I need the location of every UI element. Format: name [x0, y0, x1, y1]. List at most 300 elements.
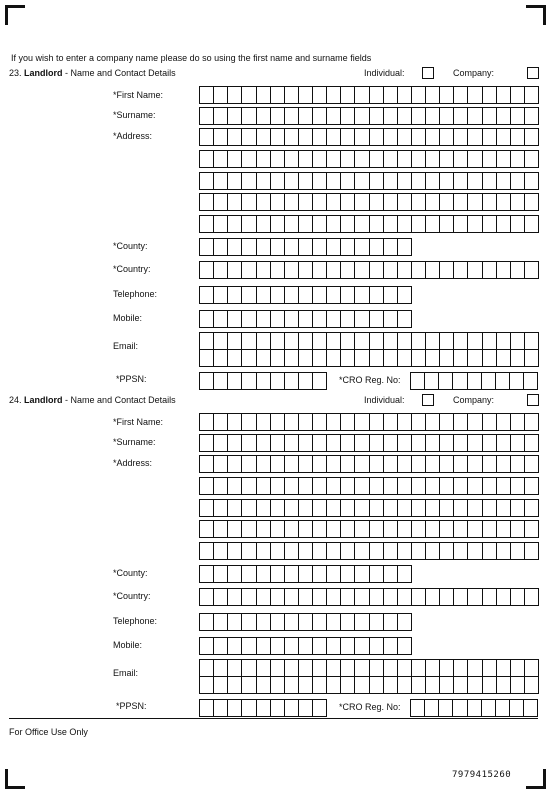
char-cell: [341, 216, 355, 232]
individual-checkbox[interactable]: [422, 67, 434, 79]
char-cell: [313, 239, 327, 255]
char-cell: [468, 262, 482, 278]
char-cell: [497, 194, 511, 210]
address-line-5-field[interactable]: [199, 542, 539, 560]
char-cell: [299, 478, 313, 494]
char-cell: [426, 333, 440, 349]
address-line-1-field[interactable]: [199, 455, 539, 473]
char-cell: [440, 543, 454, 559]
char-cell: [257, 194, 271, 210]
char-cell: [355, 216, 369, 232]
char-cell: [525, 456, 539, 472]
char-cell: [285, 173, 299, 189]
company-checkbox[interactable]: [527, 394, 539, 406]
cro-reg-no-field[interactable]: [410, 372, 538, 390]
char-cell: [440, 589, 454, 605]
char-cell: [285, 700, 299, 716]
char-cell: [299, 239, 313, 255]
char-cell: [228, 333, 242, 349]
section-23-title: [9, 68, 176, 79]
char-cell: [200, 414, 214, 430]
ppsn-field[interactable]: [199, 699, 327, 717]
char-cell: [497, 333, 511, 349]
char-cell: [454, 456, 468, 472]
char-cell: [454, 435, 468, 451]
char-cell: [228, 173, 242, 189]
country-field[interactable]: [199, 261, 539, 279]
char-cell: [228, 566, 242, 582]
char-cell: [228, 521, 242, 537]
char-cell: [496, 373, 510, 389]
char-cell: [285, 216, 299, 232]
char-cell: [440, 151, 454, 167]
char-cell: [327, 216, 341, 232]
char-cell: [468, 350, 482, 366]
address-line-2-field[interactable]: [199, 150, 539, 168]
char-cell: [440, 500, 454, 516]
char-cell: [384, 129, 398, 145]
divider-line: [9, 718, 538, 719]
first-name-field[interactable]: [199, 413, 539, 431]
char-cell: [398, 614, 412, 630]
char-cell: [511, 173, 525, 189]
char-cell: [384, 521, 398, 537]
char-cell: [483, 478, 497, 494]
char-cell: [384, 311, 398, 327]
char-cell: [327, 435, 341, 451]
char-cell: [370, 435, 384, 451]
char-cell: [483, 350, 497, 366]
char-cell: [511, 677, 525, 693]
email-line-1-field[interactable]: [199, 659, 539, 677]
char-cell: [214, 614, 228, 630]
char-cell: [370, 456, 384, 472]
char-cell: [468, 589, 482, 605]
mobile-field[interactable]: [199, 637, 412, 655]
char-cell: [341, 478, 355, 494]
char-cell: [525, 350, 539, 366]
char-cell: [426, 414, 440, 430]
char-cell: [299, 700, 313, 716]
char-cell: [384, 478, 398, 494]
char-cell: [299, 129, 313, 145]
char-cell: [412, 478, 426, 494]
char-cell: [214, 194, 228, 210]
char-cell: [355, 638, 369, 654]
char-cell: [214, 660, 228, 676]
char-cell: [228, 129, 242, 145]
char-cell: [497, 173, 511, 189]
char-cell: [299, 87, 313, 103]
char-cell: [370, 543, 384, 559]
char-cell: [370, 129, 384, 145]
char-cell: [370, 151, 384, 167]
char-cell: [271, 566, 285, 582]
char-cell: [271, 216, 285, 232]
email-label: Email:: [113, 668, 139, 678]
section-number: 23.: [9, 68, 22, 78]
char-cell: [228, 216, 242, 232]
char-cell: [439, 373, 453, 389]
address-line-3-field[interactable]: [199, 499, 539, 517]
char-cell: [384, 456, 398, 472]
char-cell: [468, 478, 482, 494]
char-cell: [200, 614, 214, 630]
char-cell: [511, 262, 525, 278]
char-cell: [412, 521, 426, 537]
char-cell: [327, 638, 341, 654]
char-cell: [214, 108, 228, 124]
char-cell: [483, 589, 497, 605]
char-cell: [313, 660, 327, 676]
char-cell: [398, 173, 412, 189]
char-cell: [384, 414, 398, 430]
char-cell: [285, 239, 299, 255]
char-cell: [271, 287, 285, 303]
char-cell: [214, 239, 228, 255]
country-label: *Country:: [113, 264, 151, 274]
char-cell: [370, 216, 384, 232]
char-cell: [370, 108, 384, 124]
char-cell: [257, 173, 271, 189]
char-cell: [242, 311, 256, 327]
telephone-field[interactable]: [199, 613, 412, 631]
char-cell: [511, 478, 525, 494]
char-cell: [384, 677, 398, 693]
county-field[interactable]: [199, 565, 412, 583]
char-cell: [412, 543, 426, 559]
char-cell: [511, 500, 525, 516]
char-cell: [483, 456, 497, 472]
char-cell: [327, 262, 341, 278]
first-name-field[interactable]: [199, 86, 539, 104]
char-cell: [299, 108, 313, 124]
char-cell: [313, 614, 327, 630]
char-cell: [525, 87, 539, 103]
char-cell: [370, 566, 384, 582]
company-label: Company:: [453, 395, 495, 405]
char-cell: [271, 194, 285, 210]
char-cell: [327, 589, 341, 605]
char-cell: [511, 660, 525, 676]
char-cell: [454, 333, 468, 349]
char-cell: [214, 333, 228, 349]
char-cell: [398, 435, 412, 451]
char-cell: [384, 435, 398, 451]
char-cell: [313, 414, 327, 430]
char-cell: [398, 333, 412, 349]
surname-field[interactable]: [199, 107, 539, 125]
char-cell: [242, 589, 256, 605]
char-cell: [228, 350, 242, 366]
char-cell: [468, 414, 482, 430]
char-cell: [299, 500, 313, 516]
address-label: *Address:: [113, 458, 153, 468]
char-cell: [483, 151, 497, 167]
char-cell: [257, 700, 271, 716]
char-cell: [398, 239, 412, 255]
char-cell: [313, 677, 327, 693]
char-cell: [257, 262, 271, 278]
char-cell: [242, 239, 256, 255]
char-cell: [242, 87, 256, 103]
char-cell: [412, 129, 426, 145]
char-cell: [299, 311, 313, 327]
char-cell: [200, 311, 214, 327]
char-cell: [511, 216, 525, 232]
char-cell: [412, 456, 426, 472]
char-cell: [214, 151, 228, 167]
char-cell: [384, 589, 398, 605]
country-field[interactable]: [199, 588, 539, 606]
char-cell: [271, 129, 285, 145]
char-cell: [412, 350, 426, 366]
char-cell: [327, 87, 341, 103]
address-line-2-field[interactable]: [199, 477, 539, 495]
email-line-2-field[interactable]: [199, 349, 539, 367]
char-cell: [341, 262, 355, 278]
mobile-label: Mobile:: [113, 313, 143, 323]
char-cell: [370, 173, 384, 189]
char-cell: [214, 129, 228, 145]
char-cell: [341, 660, 355, 676]
char-cell: [257, 239, 271, 255]
char-cell: [299, 543, 313, 559]
char-cell: [285, 350, 299, 366]
char-cell: [341, 638, 355, 654]
char-cell: [355, 414, 369, 430]
char-cell: [341, 194, 355, 210]
char-cell: [200, 216, 214, 232]
char-cell: [313, 173, 327, 189]
char-cell: [497, 521, 511, 537]
char-cell: [412, 333, 426, 349]
address-line-4-field[interactable]: [199, 193, 539, 211]
char-cell: [299, 677, 313, 693]
char-cell: [398, 262, 412, 278]
char-cell: [313, 589, 327, 605]
char-cell: [214, 543, 228, 559]
char-cell: [214, 638, 228, 654]
char-cell: [398, 287, 412, 303]
address-line-1-field[interactable]: [199, 128, 539, 146]
char-cell: [468, 456, 482, 472]
char-cell: [525, 173, 539, 189]
email-line-2-field[interactable]: [199, 676, 539, 694]
char-cell: [454, 521, 468, 537]
char-cell: [271, 173, 285, 189]
char-cell: [242, 414, 256, 430]
section-24-title: [9, 395, 176, 406]
char-cell: [370, 614, 384, 630]
char-cell: [242, 194, 256, 210]
char-cell: [327, 108, 341, 124]
char-cell: [370, 500, 384, 516]
surname-field[interactable]: [199, 434, 539, 452]
char-cell: [412, 500, 426, 516]
char-cell: [426, 350, 440, 366]
address-line-5-field[interactable]: [199, 215, 539, 233]
char-cell: [483, 108, 497, 124]
char-cell: [285, 435, 299, 451]
char-cell: [200, 151, 214, 167]
char-cell: [313, 543, 327, 559]
char-cell: [200, 435, 214, 451]
char-cell: [214, 350, 228, 366]
char-cell: [242, 333, 256, 349]
char-cell: [242, 173, 256, 189]
address-line-4-field[interactable]: [199, 520, 539, 538]
char-cell: [257, 350, 271, 366]
county-field[interactable]: [199, 238, 412, 256]
char-cell: [327, 151, 341, 167]
char-cell: [370, 194, 384, 210]
char-cell: [355, 500, 369, 516]
individual-checkbox[interactable]: [422, 394, 434, 406]
char-cell: [454, 478, 468, 494]
char-cell: [257, 287, 271, 303]
county-label: *County:: [113, 241, 148, 251]
char-cell: [511, 414, 525, 430]
char-cell: [257, 660, 271, 676]
char-cell: [426, 216, 440, 232]
char-cell: [271, 478, 285, 494]
char-cell: [313, 373, 327, 389]
char-cell: [299, 287, 313, 303]
email-line-1-field[interactable]: [199, 332, 539, 350]
char-cell: [200, 589, 214, 605]
char-cell: [370, 677, 384, 693]
char-cell: [327, 543, 341, 559]
char-cell: [341, 589, 355, 605]
char-cell: [327, 566, 341, 582]
char-cell: [285, 333, 299, 349]
char-cell: [214, 566, 228, 582]
char-cell: [200, 87, 214, 103]
char-cell: [468, 333, 482, 349]
corner-mark-top-right: [526, 5, 546, 25]
char-cell: [285, 456, 299, 472]
telephone-label: Telephone:: [113, 616, 158, 626]
char-cell: [482, 700, 496, 716]
char-cell: [525, 478, 539, 494]
char-cell: [257, 589, 271, 605]
char-cell: [313, 333, 327, 349]
telephone-label: Telephone:: [113, 289, 158, 299]
char-cell: [257, 677, 271, 693]
country-label: *Country:: [113, 591, 151, 601]
char-cell: [468, 700, 482, 716]
char-cell: [497, 87, 511, 103]
mobile-field[interactable]: [199, 310, 412, 328]
char-cell: [497, 478, 511, 494]
char-cell: [426, 500, 440, 516]
address-line-3-field[interactable]: [199, 172, 539, 190]
company-label: Company:: [453, 68, 495, 78]
char-cell: [200, 287, 214, 303]
char-cell: [228, 478, 242, 494]
char-cell: [384, 239, 398, 255]
char-cell: [242, 373, 256, 389]
char-cell: [341, 435, 355, 451]
char-cell: [454, 543, 468, 559]
char-cell: [398, 350, 412, 366]
char-cell: [313, 194, 327, 210]
char-cell: [525, 414, 539, 430]
char-cell: [228, 456, 242, 472]
char-cell: [511, 543, 525, 559]
char-cell: [285, 521, 299, 537]
char-cell: [271, 500, 285, 516]
char-cell: [425, 700, 439, 716]
char-cell: [525, 500, 539, 516]
char-cell: [257, 129, 271, 145]
telephone-field[interactable]: [199, 286, 412, 304]
char-cell: [355, 589, 369, 605]
char-cell: [299, 638, 313, 654]
char-cell: [398, 521, 412, 537]
char-cell: [468, 500, 482, 516]
char-cell: [327, 614, 341, 630]
ppsn-label: *PPSN:: [116, 374, 147, 384]
char-cell: [440, 521, 454, 537]
char-cell: [468, 194, 482, 210]
section-title-bold: Landlord: [24, 395, 63, 405]
company-checkbox[interactable]: [527, 67, 539, 79]
char-cell: [228, 614, 242, 630]
char-cell: [454, 194, 468, 210]
char-cell: [341, 566, 355, 582]
char-cell: [525, 589, 539, 605]
char-cell: [497, 129, 511, 145]
char-cell: [327, 173, 341, 189]
char-cell: [299, 333, 313, 349]
char-cell: [271, 677, 285, 693]
char-cell: [525, 677, 539, 693]
ppsn-field[interactable]: [199, 372, 327, 390]
char-cell: [384, 333, 398, 349]
char-cell: [299, 414, 313, 430]
char-cell: [497, 108, 511, 124]
char-cell: [454, 129, 468, 145]
char-cell: [200, 500, 214, 516]
char-cell: [440, 108, 454, 124]
char-cell: [426, 435, 440, 451]
char-cell: [299, 589, 313, 605]
char-cell: [384, 287, 398, 303]
char-cell: [228, 700, 242, 716]
char-cell: [483, 677, 497, 693]
char-cell: [200, 108, 214, 124]
char-cell: [483, 333, 497, 349]
char-cell: [370, 478, 384, 494]
char-cell: [313, 350, 327, 366]
char-cell: [398, 660, 412, 676]
char-cell: [200, 543, 214, 559]
char-cell: [355, 194, 369, 210]
char-cell: [497, 435, 511, 451]
char-cell: [497, 151, 511, 167]
char-cell: [242, 614, 256, 630]
char-cell: [228, 677, 242, 693]
char-cell: [483, 87, 497, 103]
char-cell: [242, 500, 256, 516]
char-cell: [454, 151, 468, 167]
char-cell: [412, 194, 426, 210]
office-use-label: For Office Use Only: [9, 727, 88, 737]
char-cell: [214, 216, 228, 232]
cro-reg-no-field[interactable]: [410, 699, 538, 717]
